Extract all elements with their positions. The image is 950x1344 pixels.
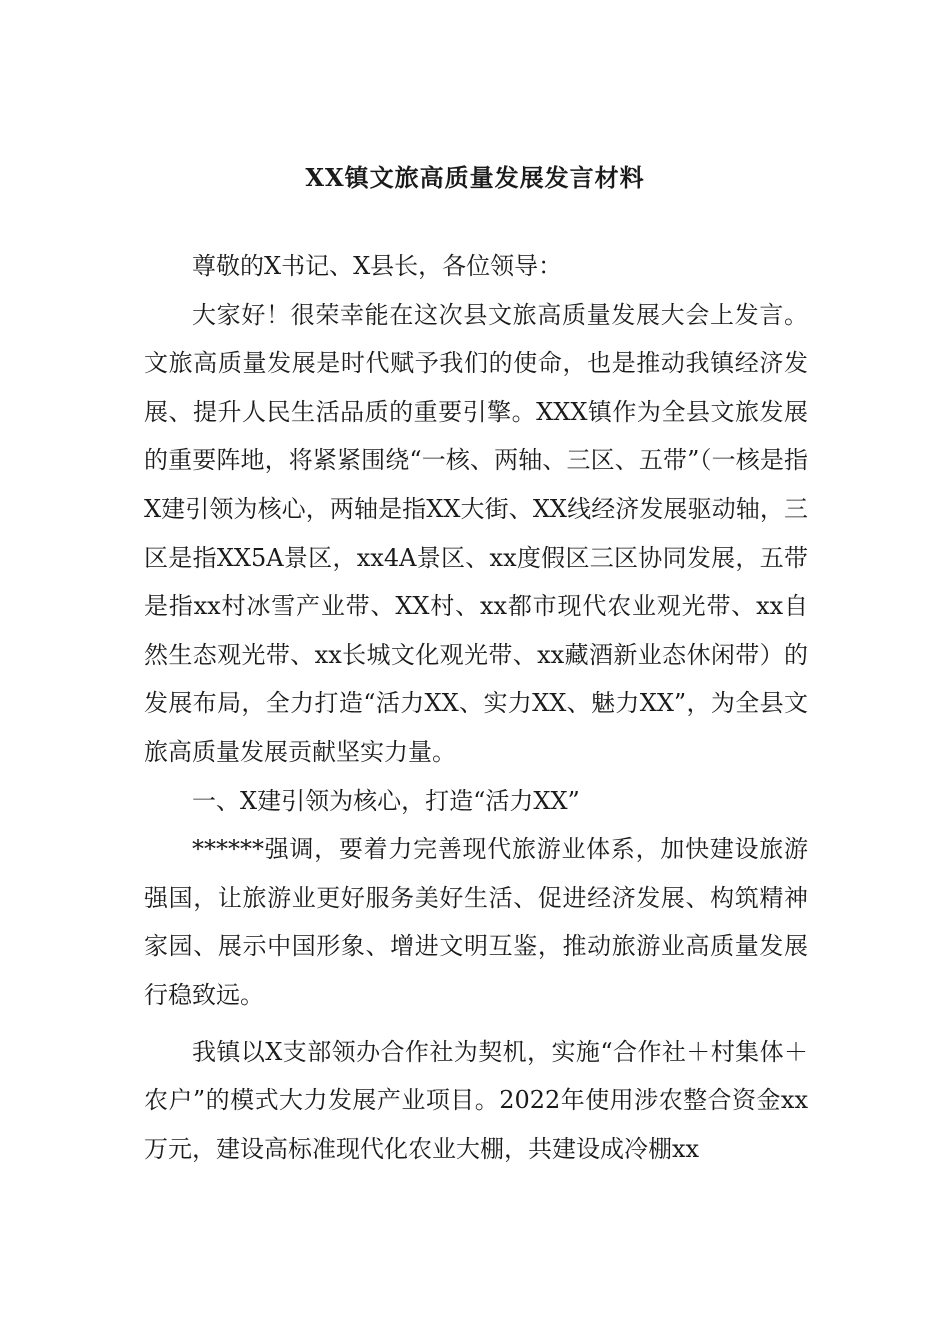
paragraph-quote: ******强调，要着力完善现代旅游业体系，加快建设旅游强国，让旅游业更好服务美好生活、促进经济发展、构筑精神家园、展示中国形象、增进文明互鉴，推动旅游业高质量发展行稳致远。: [144, 835, 808, 1009]
salutation: 尊敬的X书记、X县长，各位领导：: [192, 252, 563, 280]
section-heading-1: 一、X建引领为核心，打造“活力XX”: [192, 786, 580, 815]
paragraph-cooperative: 我镇以X支部领办合作社为契机，实施“合作社＋村集体＋农户”的模式大力发展产业项目。2022年使用涉农整合资金xx万元，建设高标准现代化农业大棚，共建设成冷棚xx: [144, 1037, 808, 1163]
document-title: XX镇文旅高质量发展发言材料: [305, 163, 645, 192]
paragraph-intro: 大家好！很荣幸能在这次县文旅高质量发展大会上发言。文旅高质量发展是时代赋予我们的使命，也是推动我镇经济发展、提升人民生活品质的重要引擎。XXX镇作为全县文旅发展的重要阵地，将紧紧围绕“一核、两轴、三区、五带”（一核是指X建引领为核心，两轴是指XX大街、XX线经济发展驱动轴，三区是指XX5A景区，xx4A景区、xx度假区三区协同发展，五带是指xx村冰雪产业带、XX村、xx都市现代农业观光带、xx自然生态观光带、xx长城文化观光带、xx藏酒新业态休闲带）的发展布局，全力打造“活力XX、实力XX、魅力XX”，为全县文旅高质量发展贡献坚实力量。: [144, 300, 808, 766]
document-body: [144, 242, 808, 1173]
